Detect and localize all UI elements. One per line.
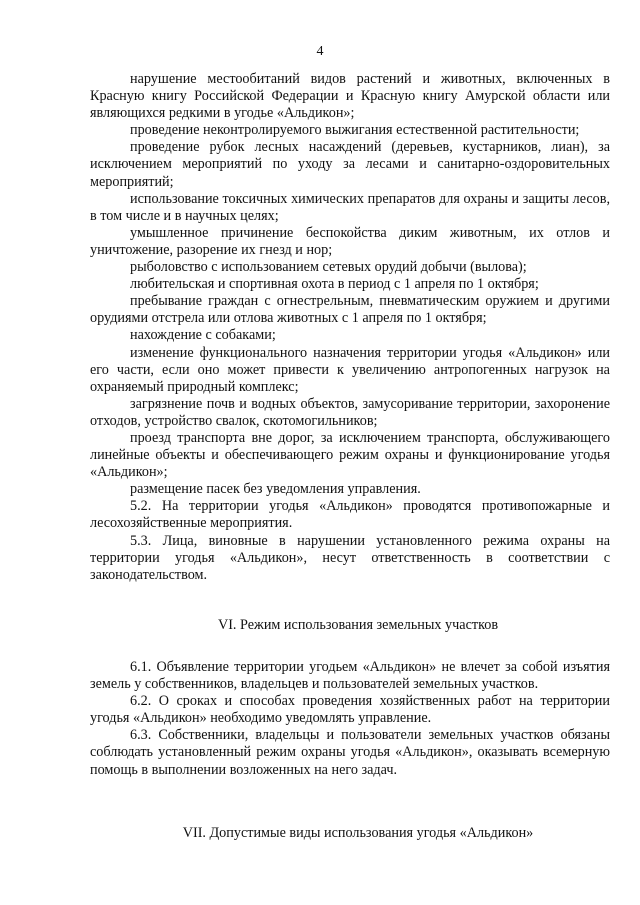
section-6-title: VI. Режим использования земельных участков (217, 617, 499, 633)
list-item: любительская и спортивная охота в период с 1 апреля по 1 октября; (130, 276, 539, 293)
list-item: загрязнение почв и водных объектов, замусоривание территории, захоронение отходов, устройство свалок, скотомогильников; (90, 395, 610, 429)
clause-5-3: 5.3. Лица, виновные в нарушении установленного режима охраны на территории угодья «Альдикон», несут ответственность в соответствии с законодательством. (90, 532, 610, 583)
list-item: проезд транспорта вне дорог, за исключением транспорта, обслуживающего линейные объекты и обеспечивающего режим охраны и функционирование угодья «Альдикон»; (90, 429, 610, 481)
section-5-body (90, 71, 610, 584)
list-item: использование токсичных химических препаратов для охраны и защиты лесов, в том числе и в научных целях; (90, 190, 610, 224)
section-6-body (90, 659, 610, 779)
list-item: пребывание граждан с огнестрельным, пневматическим оружием и другими орудиями отстрела или отлова животных с 1 апреля по 1 октября; (90, 293, 610, 327)
list-item: размещение пасек без уведомления управления. (130, 481, 421, 498)
clause-6-1: 6.1. Объявление территории угодьем «Альдикон» не влечет за собой изъятия земель у собственников, владельцев и пользователей земельных участков. (90, 659, 610, 693)
clause-6-3: 6.3. Собственники, владельцы и пользователи земельных участков обязаны соблюдать установленный режим охраны угодья «Альдикон», оказывать всемерную помощь в выполнении возложенных на него задач. (90, 727, 610, 778)
list-item: проведение неконтролируемого выжигания естественной растительности; (130, 122, 580, 139)
clause-5-2: 5.2. На территории угодья «Альдикон» проводятся противопожарные и лесохозяйственные мероприятия. (90, 498, 610, 532)
list-item: нахождение с собаками; (130, 327, 276, 344)
clause-6-2: 6.2. О сроках и способах проведения хозяйственных работ на территории угодья «Альдикон» необходимо уведомлять управление. (90, 693, 610, 727)
list-item: нарушение местообитаний видов растений и животных, включенных в Красную книгу Российской Федерации и Красную книгу Амурской области или являющихся редкими в угодье «Альдикон»; (90, 71, 610, 122)
section-7-title: VII. Допустимые виды использования угодья «Альдикон» (182, 825, 534, 841)
list-item: проведение рубок лесных насаждений (деревьев, кустарников, лиан), за исключением мероприятий по уходу за лесами и санитарно-оздоровительных мероприятий; (90, 139, 610, 190)
list-item: изменение функционального назначения территории угодья «Альдикон» или его части, если оно может привести к увеличению антропогенных нагрузок на охраняемый природный комплекс; (90, 344, 610, 395)
page-number: 4 (316, 44, 324, 59)
list-item: умышленное причинение беспокойства диким животным, их отлов и уничтожение, разорение их гнезд и нор; (90, 224, 610, 258)
list-item: рыболовство с использованием сетевых орудий добычи (вылова); (130, 259, 527, 276)
